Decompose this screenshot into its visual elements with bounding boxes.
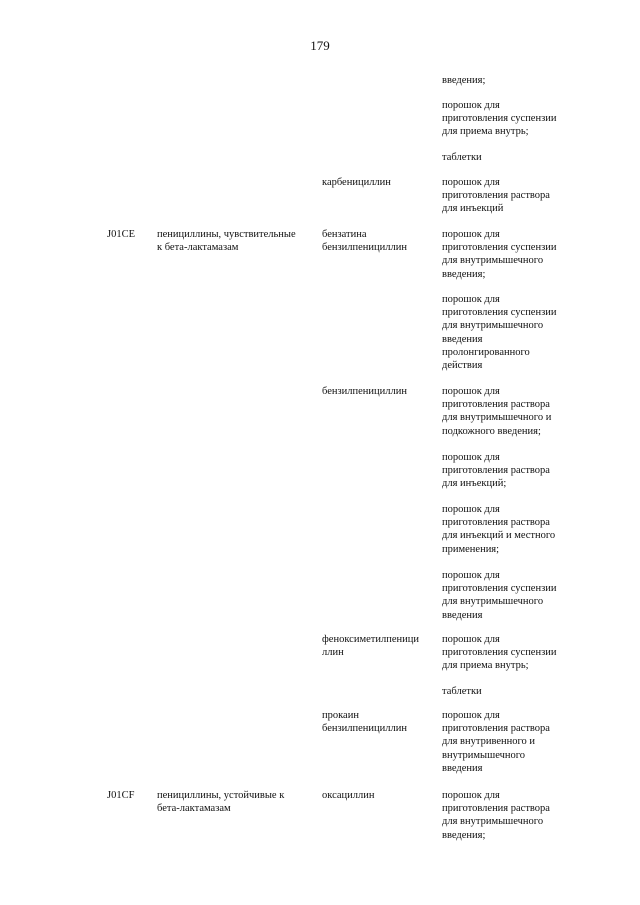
dosage-form-text: таблетки [442,152,482,163]
atc-code: J01CF [107,790,135,801]
dosage-form-text: порошок для приготовления суспензии для внутримышечного введения пролонгированного действия [442,294,557,372]
dosage-form-text: порошок для приготовления раствора для инъекций и местного применения; [442,504,556,555]
drug-name: оксациллин [322,790,375,801]
page-number: 179 [310,38,330,53]
dosage-form-text: порошок для приготовления суспензии для приема внутрь; [442,100,557,138]
dosage-form-text: введения; [442,75,486,86]
dosage-form-text: таблетки [442,686,482,697]
dosage-form-text: порошок для приготовления раствора для внутримышечного введения; [442,790,550,841]
dosage-form-text: порошок для приготовления раствора для инъекций; [442,452,550,490]
drug-name: прокаин бензилпенициллин [322,710,407,735]
atc-group-name: пенициллины, устойчивые к бета-лактамазам [157,790,285,815]
dosage-form-text: порошок для приготовления суспензии для приема внутрь; [442,634,557,672]
drug-name: феноксиметилпеници ллин [322,634,419,659]
dosage-form-text: порошок для приготовления суспензии для внутримышечного введения; [442,229,557,280]
drug-name: бензилпенициллин [322,386,407,397]
drug-name: карбенициллин [322,177,391,188]
atc-code: J01CE [107,229,136,240]
dosage-form-text: порошок для приготовления суспензии для внутримышечного введения [442,570,557,621]
dosage-form-text: порошок для приготовления раствора для внутримышечного и подкожного введения; [442,386,552,437]
dosage-form-text: порошок для приготовления раствора для внутривенного и внутримышечного введения [442,710,550,774]
drug-name: бензатина бензилпенициллин [322,229,407,254]
atc-group-name: пенициллины, чувствительные к бета-лактамазам [157,229,296,254]
dosage-form-text: порошок для приготовления раствора для инъекций [442,177,550,215]
